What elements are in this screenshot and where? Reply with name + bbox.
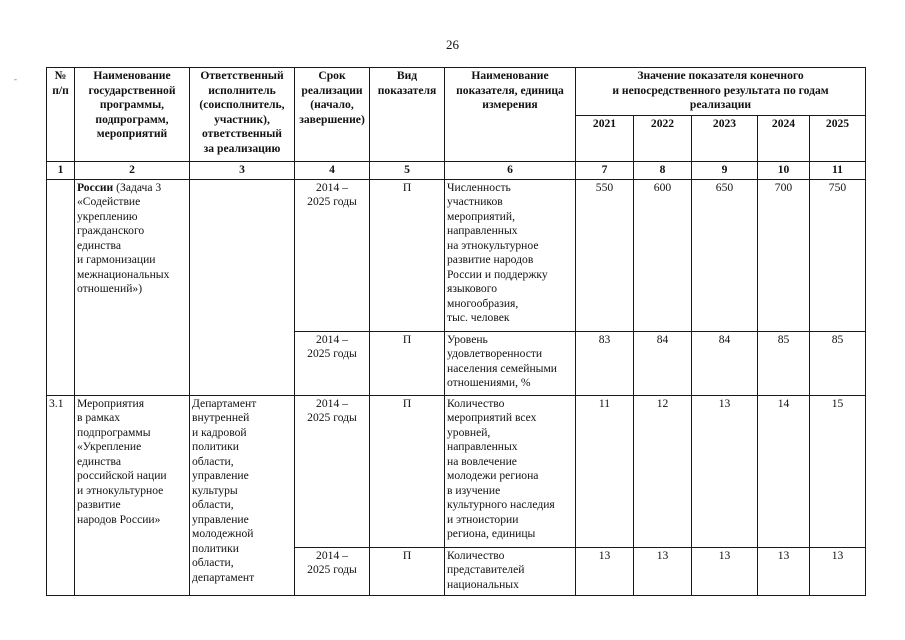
value-2024: 85 xyxy=(758,331,810,395)
indicator-name-cell: Количество представителей национальных xyxy=(445,547,576,595)
program-name-text: (Задача 3 «Содействие укреплению гражданского единства и гармонизации межнациональных отношений») xyxy=(77,180,170,295)
column-number: 8 xyxy=(634,162,692,180)
header-year: 2024 xyxy=(758,116,810,162)
program-name-cell: Мероприятия в рамках подпрограммы «Укрепление единства российской нации и этнокультурное развитие народов России» xyxy=(75,395,190,595)
header-responsible: Ответственный исполнитель (соисполнитель, участник), ответственный за реализацию xyxy=(190,68,295,162)
indicator-type-cell: П xyxy=(370,395,445,547)
indicator-name-cell: Численность участников мероприятий, направленных на этнокультурное развитие народов России и поддержку языкового многообразия, тыс. человек xyxy=(445,179,576,331)
page-number: 26 xyxy=(446,37,459,52)
indicator-type-cell: П xyxy=(370,179,445,331)
value-2025: 85 xyxy=(810,331,866,395)
header-year: 2023 xyxy=(692,116,758,162)
value-2022: 600 xyxy=(634,179,692,331)
indicator-type-cell: П xyxy=(370,547,445,595)
period-cell: 2014 – 2025 годы xyxy=(295,331,370,395)
value-2022: 13 xyxy=(634,547,692,595)
column-number: 4 xyxy=(295,162,370,180)
value-2023: 84 xyxy=(692,331,758,395)
header-year: 2025 xyxy=(810,116,866,162)
value-2025: 750 xyxy=(810,179,866,331)
indicator-type-cell: П xyxy=(370,331,445,395)
column-numbers-row xyxy=(47,162,866,180)
period-cell: 2014 – 2025 годы xyxy=(295,547,370,595)
program-name-cell xyxy=(75,179,190,395)
value-2025: 13 xyxy=(810,547,866,595)
value-2024: 13 xyxy=(758,547,810,595)
table-row xyxy=(47,395,866,547)
value-2023: 13 xyxy=(692,547,758,595)
column-number: 3 xyxy=(190,162,295,180)
value-2021: 13 xyxy=(576,547,634,595)
period-cell: 2014 – 2025 годы xyxy=(295,395,370,547)
indicator-name-cell: Уровень удовлетворенности населения семейными отношениями, % xyxy=(445,331,576,395)
value-2021: 11 xyxy=(576,395,634,547)
column-number: 11 xyxy=(810,162,866,180)
indicator-name-cell: Количество мероприятий всех уровней, направленных на вовлечение молодежи региона в изучение культурного наследия и этноистории региона, единицы xyxy=(445,395,576,547)
row-num: 3.1 xyxy=(47,395,75,595)
column-number: 7 xyxy=(576,162,634,180)
header-year: 2022 xyxy=(634,116,692,162)
program-name-bold: России xyxy=(77,180,114,194)
row-num xyxy=(47,179,75,395)
value-2021: 83 xyxy=(576,331,634,395)
header-indicator-name: Наименование показателя, единица измерения xyxy=(445,68,576,162)
value-2025: 15 xyxy=(810,395,866,547)
indicators-table xyxy=(46,67,866,596)
value-2021: 550 xyxy=(576,179,634,331)
value-2022: 84 xyxy=(634,331,692,395)
column-number: 6 xyxy=(445,162,576,180)
value-2022: 12 xyxy=(634,395,692,547)
header-period: Срок реализации (начало, завершение) xyxy=(295,68,370,162)
header-values-group: Значение показателя конечного и непосредственного результата по годам реализации xyxy=(576,68,866,116)
value-2024: 700 xyxy=(758,179,810,331)
header-num: № п/п xyxy=(47,68,75,162)
column-number: 2 xyxy=(75,162,190,180)
margin-mark: - xyxy=(14,74,17,84)
responsible-cell: Департамент внутренней и кадровой политики области, управление культуры области, управление молодежной политики области, департамент xyxy=(190,395,295,595)
column-number: 9 xyxy=(692,162,758,180)
header-row-top xyxy=(47,68,866,116)
responsible-cell xyxy=(190,179,295,395)
header-year: 2021 xyxy=(576,116,634,162)
header-indicator-type: Вид показателя xyxy=(370,68,445,162)
value-2023: 650 xyxy=(692,179,758,331)
value-2023: 13 xyxy=(692,395,758,547)
value-2024: 14 xyxy=(758,395,810,547)
column-number: 5 xyxy=(370,162,445,180)
column-number: 1 xyxy=(47,162,75,180)
period-cell: 2014 – 2025 годы xyxy=(295,179,370,331)
table-row xyxy=(47,179,866,331)
column-number: 10 xyxy=(758,162,810,180)
header-program-name: Наименование государственной программы, подпрограмм, мероприятий xyxy=(75,68,190,162)
